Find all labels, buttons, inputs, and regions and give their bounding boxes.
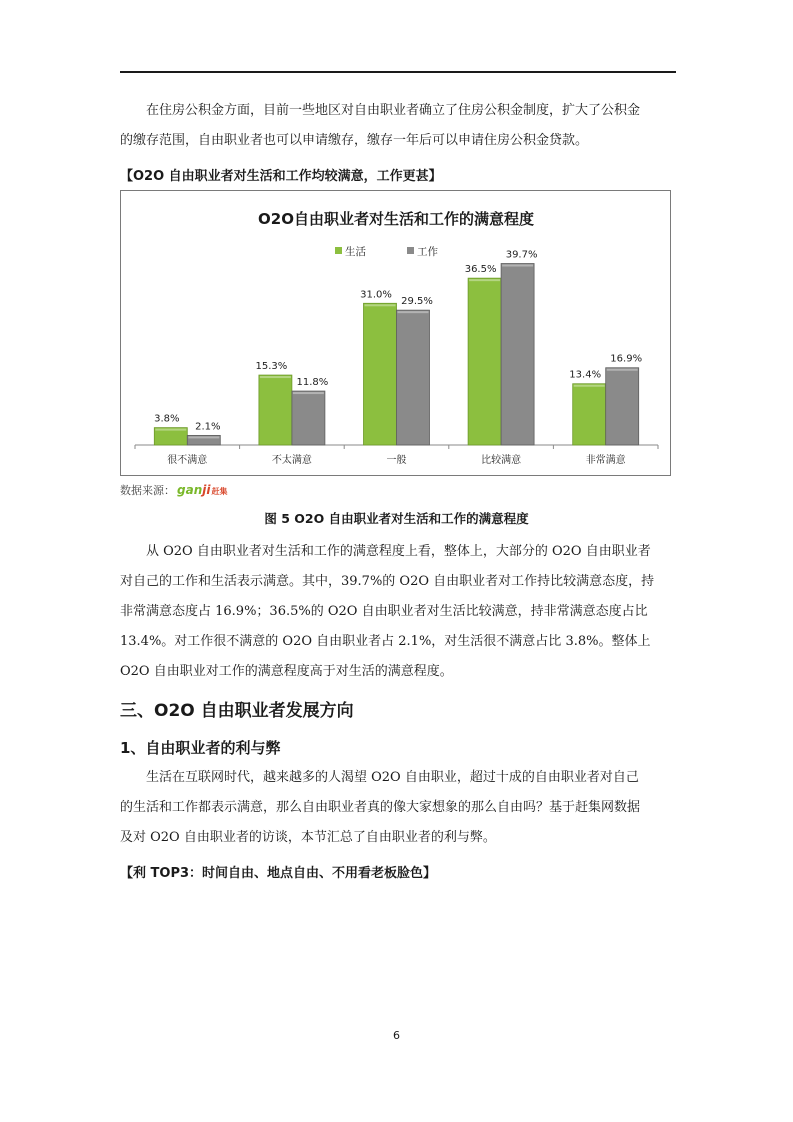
- data-label: 39.7%: [505, 249, 538, 261]
- figure-caption: 图 5 O2O 自由职业者对生活和工作的满意程度: [264, 511, 529, 526]
- subsection-heading-1: 1、自由职业者的利与弊: [120, 739, 281, 757]
- bar-work: [606, 368, 639, 445]
- data-label: 15.3%: [255, 361, 288, 373]
- data-label: 11.8%: [296, 377, 329, 389]
- bar-work: [397, 310, 430, 445]
- ganji-logo: ganji赶集: [177, 483, 228, 497]
- bar-highlight: [607, 369, 638, 371]
- bar-work: [292, 391, 325, 445]
- bar-highlight: [365, 304, 396, 306]
- section-note-satisfaction: 【O2O 自由职业者对生活和工作均较满意，工作更甚】: [120, 169, 442, 184]
- paragraph-housing-fund: 在住房公积金方面，目前一些地区对自由职业者确立了住房公积金制度，扩大了公积金 的缴存范围，自由职业者也可以申请缴存，缴存一年后可以申请住房公积金贷款。: [120, 103, 641, 148]
- data-label: 31.0%: [360, 289, 392, 301]
- header-rule: [120, 71, 676, 73]
- bar-highlight: [469, 279, 500, 281]
- data-label: 13.4%: [569, 369, 602, 381]
- bar-highlight: [293, 392, 324, 394]
- legend-swatch-1: [407, 247, 414, 254]
- satisfaction-chart: [120, 190, 671, 476]
- bar-life: [364, 303, 397, 445]
- legend-label-0: 生活: [345, 246, 366, 258]
- bar-highlight: [502, 265, 533, 267]
- x-tick-label: 非常满意: [585, 455, 626, 466]
- bar-work: [501, 264, 534, 445]
- chart-svg: [121, 191, 672, 477]
- bar-highlight: [260, 376, 291, 378]
- data-label: 29.5%: [401, 296, 433, 308]
- paragraph-analysis: 从 O2O 自由职业者对生活和工作的满意程度上看，整体上，大部分的 O2O 自由职业者 对自己的工作和生活表示满意。其中，39.7%的 O2O 自由职业者对工作持比较满意态度，持 非常满意态度占 16.9%；36.5%的 O2O 自由职业者对生活比较满意，持非常满意态度占比 13.4%。对工作很不满意的 O2O 自由职业者占 2.1%，对生活很不满意占比 3.8%。整体上 O2O 自由职业对工作的满意程度高于对生活的满意程度。: [120, 544, 655, 679]
- legend-label-1: 工作: [417, 246, 438, 258]
- data-label: 3.8%: [154, 413, 180, 425]
- bar-highlight: [155, 429, 186, 431]
- data-label: 2.1%: [195, 421, 221, 433]
- chart-title: O2O自由职业者对生活和工作的满意程度: [258, 210, 534, 228]
- data-label: 36.5%: [464, 264, 497, 276]
- x-tick-label: 一般: [386, 455, 407, 466]
- page-number: 6: [393, 1029, 400, 1042]
- bar-life: [259, 375, 292, 445]
- bar-highlight: [574, 385, 605, 387]
- x-tick-label: 不太满意: [271, 455, 312, 466]
- bar-highlight: [398, 311, 429, 313]
- bar-life: [468, 278, 501, 445]
- x-tick-label: 很不满意: [167, 455, 208, 466]
- source-label: 数据来源：: [120, 484, 175, 497]
- bar-highlight: [188, 436, 219, 438]
- data-source: [120, 482, 227, 498]
- paragraph-pros-cons: 生活在互联网时代，越来越多的人渴望 O2O 自由职业，超过十成的自由职业者对自己 的生活和工作都表示满意，那么自由职业者真的像大家想象的那么自由吗？基于赶集网数据 及对 O2O 自由职业者的访谈，本节汇总了自由职业者的利与弊。: [120, 770, 641, 845]
- x-tick-label: 比较满意: [481, 455, 522, 466]
- section-note-top3: 【利 TOP3：时间自由、地点自由、不用看老板脸色】: [120, 866, 437, 881]
- section-heading-3: 三、O2O 自由职业者发展方向: [120, 701, 354, 721]
- data-label: 16.9%: [610, 353, 643, 365]
- legend-swatch-0: [335, 247, 342, 254]
- bar-life: [573, 384, 606, 445]
